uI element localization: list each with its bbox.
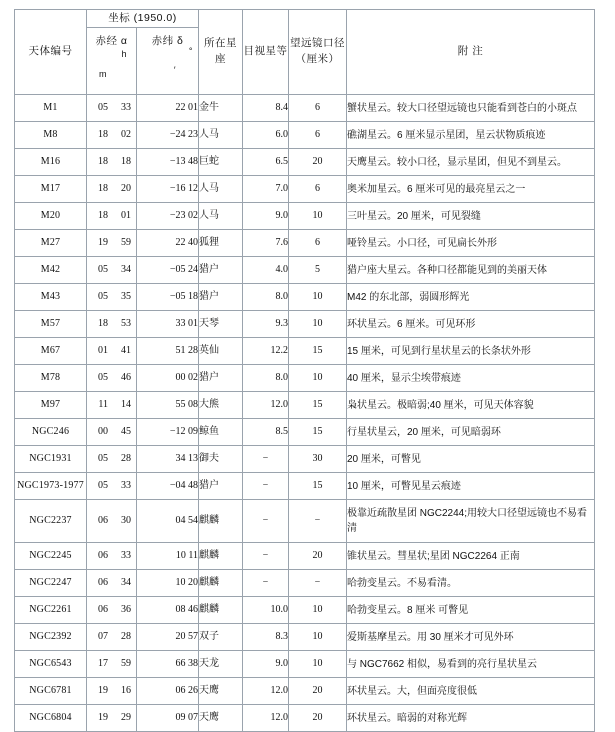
table-row [15, 597, 595, 624]
cell-right-ascension [87, 678, 137, 705]
cell-note: 哈勃变星云。不易看清。 [347, 570, 595, 597]
cell-ra-hours: 18 [98, 155, 108, 167]
cell-id: NGC6804 [15, 705, 87, 732]
cell-mag: 6.5 [243, 149, 289, 176]
header-aperture [289, 10, 347, 95]
table-row [15, 624, 595, 651]
cell-dec: 66 38 [137, 651, 199, 678]
cell-right-ascension [87, 570, 137, 597]
table-row [15, 570, 595, 597]
cell-mag: − [243, 570, 289, 597]
cell-ra-hours: 00 [98, 425, 108, 437]
table-sheet [0, 9, 615, 724]
cell-ra-minutes: 28 [121, 630, 131, 642]
cell-dec: 10 20 [137, 570, 199, 597]
cell-right-ascension [87, 473, 137, 500]
cell-cons: 麒麟 [199, 500, 243, 543]
cell-ap: 20 [289, 543, 347, 570]
table-row [15, 203, 595, 230]
cell-ra-minutes: 34 [121, 263, 131, 275]
nebula-catalog-table [14, 9, 595, 732]
cell-mag: 8.3 [243, 624, 289, 651]
cell-note: 礁湖星云。6 厘米显示星团，星云状物质痕迹 [347, 122, 595, 149]
cell-note: 15 厘米，可见到行星状星云的长条状外形 [347, 338, 595, 365]
cell-id: NGC1973-1977 [15, 473, 87, 500]
cell-ap: 15 [289, 473, 347, 500]
cell-id: M20 [15, 203, 87, 230]
cell-id: M17 [15, 176, 87, 203]
cell-ra-hours: 05 [98, 452, 108, 464]
cell-ra-hours: 05 [98, 479, 108, 491]
cell-mag: 10.0 [243, 597, 289, 624]
cell-right-ascension [87, 149, 137, 176]
header-row-group [15, 10, 595, 28]
header-constellation-label: 所在星座 [204, 37, 237, 65]
table-row [15, 365, 595, 392]
cell-ra-minutes: 30 [121, 514, 131, 526]
cell-cons: 人马 [199, 203, 243, 230]
cell-dec: 51 28 [137, 338, 199, 365]
cell-ra-hours: 05 [98, 101, 108, 113]
cell-cons: 天鹰 [199, 705, 243, 732]
cell-note: 40 厘米，显示尘埃带痕迹 [347, 365, 595, 392]
cell-id: M57 [15, 311, 87, 338]
cell-mag: 6.0 [243, 122, 289, 149]
cell-mag: 12.0 [243, 705, 289, 732]
cell-ap: 10 [289, 365, 347, 392]
cell-ra-minutes: 59 [121, 236, 131, 248]
table-row [15, 651, 595, 678]
cell-note: 行星状星云，20 厘米，可见暗弱环 [347, 419, 595, 446]
cell-ra-minutes: 02 [121, 128, 131, 140]
header-dec-label: 赤纬 δ [151, 35, 184, 47]
cell-ap: 20 [289, 705, 347, 732]
cell-ra-hours: 18 [98, 209, 108, 221]
cell-ra-minutes: 18 [121, 155, 131, 167]
header-ra-label: 赤经 α [95, 35, 128, 47]
header-right-ascension [87, 28, 137, 95]
cell-dec: 22 40 [137, 230, 199, 257]
cell-ap: 20 [289, 149, 347, 176]
cell-mag: 8.0 [243, 365, 289, 392]
cell-cons: 鲸鱼 [199, 419, 243, 446]
cell-ap: 15 [289, 392, 347, 419]
cell-note: 天鹰星云。较小口径，显示星团，但见不到星云。 [347, 149, 595, 176]
cell-id: M97 [15, 392, 87, 419]
header-notes-label: 附 注 [457, 45, 484, 58]
table-row [15, 446, 595, 473]
table-row [15, 678, 595, 705]
cell-right-ascension [87, 176, 137, 203]
cell-ap: − [289, 570, 347, 597]
cell-right-ascension [87, 95, 137, 122]
header-magnitude-label: 目视星等 [243, 45, 288, 58]
cell-mag: − [243, 500, 289, 543]
cell-note: 蟹状星云。较大口径望远镜也只能看到苍白的小斑点 [347, 95, 595, 122]
cell-id: NGC2392 [15, 624, 87, 651]
cell-id: NGC6781 [15, 678, 87, 705]
cell-cons: 猎户 [199, 365, 243, 392]
cell-mag: 12.0 [243, 678, 289, 705]
cell-ap: 6 [289, 176, 347, 203]
table-row [15, 392, 595, 419]
cell-ra-hours: 19 [98, 711, 108, 723]
cell-mag: 8.4 [243, 95, 289, 122]
cell-note: M42 的东北部，弱圆形辉光 [347, 284, 595, 311]
cell-dec: 00 02 [137, 365, 199, 392]
cell-note: 10 厘米，可瞥见星云痕迹 [347, 473, 595, 500]
table-row [15, 257, 595, 284]
cell-mag: 7.6 [243, 230, 289, 257]
cell-note: 枭状星云。极暗弱;40 厘米，可见天体容貌 [347, 392, 595, 419]
cell-note: 20 厘米，可瞥见 [347, 446, 595, 473]
cell-ra-hours: 05 [98, 290, 108, 302]
cell-ap: 15 [289, 419, 347, 446]
header-ra-unit-minutes: m [99, 69, 107, 79]
table-row [15, 473, 595, 500]
cell-right-ascension [87, 284, 137, 311]
cell-cons: 麒麟 [199, 570, 243, 597]
table-row [15, 543, 595, 570]
cell-dec: 22 01 [137, 95, 199, 122]
cell-cons: 大熊 [199, 392, 243, 419]
table-row [15, 500, 595, 543]
cell-id: NGC2247 [15, 570, 87, 597]
cell-ap: 30 [289, 446, 347, 473]
cell-ra-minutes: 45 [121, 425, 131, 437]
cell-ra-hours: 17 [98, 657, 108, 669]
cell-note: 环状星云。暗弱的对称光辉 [347, 705, 595, 732]
cell-ap: 10 [289, 624, 347, 651]
cell-id: M42 [15, 257, 87, 284]
cell-dec: −05 18 [137, 284, 199, 311]
cell-right-ascension [87, 365, 137, 392]
cell-ra-minutes: 46 [121, 371, 131, 383]
cell-cons: 麒麟 [199, 597, 243, 624]
cell-ap: 15 [289, 338, 347, 365]
cell-ra-hours: 01 [98, 344, 108, 356]
cell-id: NGC246 [15, 419, 87, 446]
cell-note: 奥米加星云。6 厘米可见的最亮星云之一 [347, 176, 595, 203]
table-header [15, 10, 595, 95]
cell-cons: 人马 [199, 176, 243, 203]
table-row [15, 230, 595, 257]
table-row [15, 705, 595, 732]
cell-right-ascension [87, 597, 137, 624]
cell-dec: −05 24 [137, 257, 199, 284]
cell-note: 环状星云。大，但面亮度很低 [347, 678, 595, 705]
cell-cons: 御夫 [199, 446, 243, 473]
cell-ra-minutes: 53 [121, 317, 131, 329]
cell-dec: 55 08 [137, 392, 199, 419]
cell-right-ascension [87, 122, 137, 149]
cell-cons: 天鹰 [199, 678, 243, 705]
cell-dec: −24 23 [137, 122, 199, 149]
table-row [15, 284, 595, 311]
cell-cons: 猎户 [199, 257, 243, 284]
cell-ra-hours: 11 [98, 398, 108, 410]
cell-mag: 9.0 [243, 203, 289, 230]
table-row [15, 95, 595, 122]
cell-mag: 8.0 [243, 284, 289, 311]
header-object-id-label: 天体编号 [28, 45, 73, 58]
cell-id: NGC6543 [15, 651, 87, 678]
cell-note: 哈勃变星云。8 厘米 可瞥见 [347, 597, 595, 624]
cell-note: 三叶星云。20 厘米，可见裂缝 [347, 203, 595, 230]
cell-note: 极靠近疏散星团 NGC2244;用较大口径望远镜也不易看清 [347, 500, 595, 543]
header-aperture-label: 望远镜口径（厘米） [290, 37, 345, 65]
table-row [15, 176, 595, 203]
cell-ap: 6 [289, 230, 347, 257]
cell-mag: − [243, 473, 289, 500]
cell-ra-minutes: 59 [121, 657, 131, 669]
cell-id: NGC2237 [15, 500, 87, 543]
cell-id: M16 [15, 149, 87, 176]
cell-note: 与 NGC7662 相似，易看到的亮行星状星云 [347, 651, 595, 678]
cell-mag: 8.5 [243, 419, 289, 446]
cell-ra-minutes: 14 [121, 398, 131, 410]
cell-ap: − [289, 500, 347, 543]
cell-cons: 天琴 [199, 311, 243, 338]
header-ra-unit-hours: h [121, 49, 127, 59]
cell-cons: 英仙 [199, 338, 243, 365]
cell-cons: 狐狸 [199, 230, 243, 257]
cell-ra-minutes: 01 [121, 209, 131, 221]
cell-right-ascension [87, 419, 137, 446]
cell-ra-minutes: 29 [121, 711, 131, 723]
cell-dec: 04 54 [137, 500, 199, 543]
cell-ra-hours: 06 [98, 603, 108, 615]
cell-dec: 10 11 [137, 543, 199, 570]
cell-mag: 12.0 [243, 392, 289, 419]
cell-ra-hours: 05 [98, 371, 108, 383]
header-notes [347, 10, 595, 95]
cell-dec: 06 26 [137, 678, 199, 705]
cell-id: NGC2261 [15, 597, 87, 624]
cell-mag: 9.0 [243, 651, 289, 678]
cell-right-ascension [87, 338, 137, 365]
header-dec-unit-degrees: ° [188, 46, 193, 56]
cell-ra-minutes: 41 [121, 344, 131, 356]
header-object-id [15, 10, 87, 95]
cell-id: NGC1931 [15, 446, 87, 473]
cell-right-ascension [87, 311, 137, 338]
cell-right-ascension [87, 705, 137, 732]
cell-right-ascension [87, 230, 137, 257]
cell-ra-hours: 19 [98, 684, 108, 696]
cell-ra-hours: 18 [98, 182, 108, 194]
cell-right-ascension [87, 392, 137, 419]
cell-mag: − [243, 543, 289, 570]
cell-mag: 12.2 [243, 338, 289, 365]
cell-ra-hours: 06 [98, 514, 108, 526]
cell-ra-minutes: 33 [121, 479, 131, 491]
cell-note: 环状星云。6 厘米。可见环形 [347, 311, 595, 338]
cell-ap: 20 [289, 678, 347, 705]
cell-dec: −04 48 [137, 473, 199, 500]
cell-id: M8 [15, 122, 87, 149]
cell-right-ascension [87, 257, 137, 284]
cell-ap: 10 [289, 597, 347, 624]
header-declination [137, 28, 199, 95]
cell-id: NGC2245 [15, 543, 87, 570]
cell-ra-minutes: 33 [121, 549, 131, 561]
header-dec-unit-arcminutes: ′ [173, 65, 176, 75]
header-magnitude [243, 10, 289, 95]
cell-ra-minutes: 28 [121, 452, 131, 464]
cell-right-ascension [87, 543, 137, 570]
cell-ap: 10 [289, 651, 347, 678]
cell-ra-minutes: 20 [121, 182, 131, 194]
cell-cons: 双子 [199, 624, 243, 651]
table-row [15, 122, 595, 149]
cell-ra-minutes: 16 [121, 684, 131, 696]
cell-ap: 10 [289, 203, 347, 230]
cell-ra-hours: 19 [98, 236, 108, 248]
header-coordinates-group: 坐标 (1950.0) [87, 10, 199, 28]
cell-id: M67 [15, 338, 87, 365]
table-row [15, 419, 595, 446]
cell-right-ascension [87, 446, 137, 473]
cell-ra-hours: 07 [98, 630, 108, 642]
cell-ra-hours: 05 [98, 263, 108, 275]
cell-note: 锥状星云。彗星状;星团 NGC2264 正南 [347, 543, 595, 570]
cell-note: 哑铃星云。小口径，可见扁长外形 [347, 230, 595, 257]
cell-dec: 33 01 [137, 311, 199, 338]
cell-dec: −23 02 [137, 203, 199, 230]
cell-id: M43 [15, 284, 87, 311]
cell-ap: 6 [289, 95, 347, 122]
cell-right-ascension [87, 500, 137, 543]
cell-dec: 08 46 [137, 597, 199, 624]
cell-note: 爱斯基摩星云。用 30 厘米才可见外环 [347, 624, 595, 651]
cell-cons: 金牛 [199, 95, 243, 122]
cell-mag: − [243, 446, 289, 473]
cell-ap: 10 [289, 284, 347, 311]
cell-id: M1 [15, 95, 87, 122]
cell-dec: 20 57 [137, 624, 199, 651]
cell-cons: 猎户 [199, 473, 243, 500]
cell-cons: 猎户 [199, 284, 243, 311]
cell-dec: 34 13 [137, 446, 199, 473]
cell-ap: 5 [289, 257, 347, 284]
cell-right-ascension [87, 651, 137, 678]
cell-ra-minutes: 34 [121, 576, 131, 588]
cell-dec: −13 48 [137, 149, 199, 176]
table-body [15, 95, 595, 732]
cell-ra-minutes: 33 [121, 101, 131, 113]
cell-dec: 09 07 [137, 705, 199, 732]
cell-dec: −16 12 [137, 176, 199, 203]
cell-ra-minutes: 35 [121, 290, 131, 302]
cell-dec: −12 09 [137, 419, 199, 446]
cell-ra-hours: 18 [98, 317, 108, 329]
cell-ra-minutes: 36 [121, 603, 131, 615]
cell-mag: 7.0 [243, 176, 289, 203]
cell-note: 猎户座大星云。各种口径都能见到的美丽天体 [347, 257, 595, 284]
cell-ra-hours: 06 [98, 576, 108, 588]
cell-mag: 4.0 [243, 257, 289, 284]
cell-right-ascension [87, 624, 137, 651]
cell-ra-hours: 06 [98, 549, 108, 561]
cell-cons: 人马 [199, 122, 243, 149]
cell-id: M27 [15, 230, 87, 257]
cell-id: M78 [15, 365, 87, 392]
table-row [15, 338, 595, 365]
header-constellation [199, 10, 243, 95]
cell-mag: 9.3 [243, 311, 289, 338]
cell-ap: 10 [289, 311, 347, 338]
cell-cons: 麒麟 [199, 543, 243, 570]
cell-ap: 6 [289, 122, 347, 149]
cell-cons: 巨蛇 [199, 149, 243, 176]
cell-ra-hours: 18 [98, 128, 108, 140]
table-row [15, 149, 595, 176]
cell-cons: 天龙 [199, 651, 243, 678]
table-row [15, 311, 595, 338]
cell-right-ascension [87, 203, 137, 230]
